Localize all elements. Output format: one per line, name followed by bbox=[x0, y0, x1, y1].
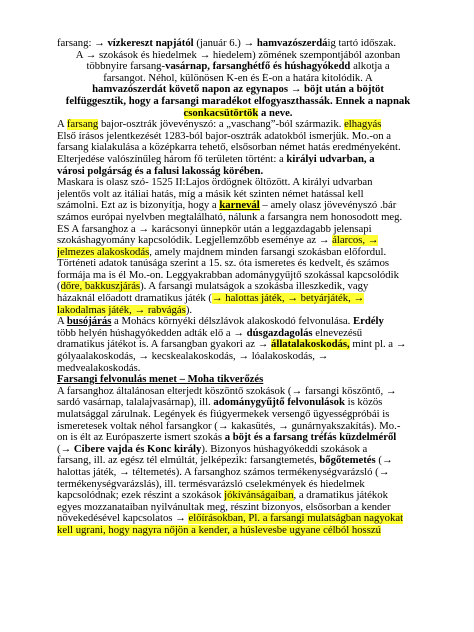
highlighted-text: farsang bbox=[66, 119, 99, 131]
text-run: medvealakoskodás. bbox=[57, 362, 141, 374]
text-run: Történeti adatok tanúsága szerint a 15. sz. óta ismeretes és kedvelt, és számos bbox=[57, 258, 390, 270]
text-run: számolni. Ezt az is bizonyítja, hogy a bbox=[57, 200, 220, 212]
text-line bbox=[57, 96, 419, 108]
text-run: több helyén húshagyókedden adták elő a → bbox=[57, 327, 247, 339]
text-line bbox=[57, 409, 419, 421]
text-run: felfüggesztik, hogy a farsangi maradékot elfogyaszthassák. Ennek a napnak bbox=[65, 95, 411, 107]
text-run: ). A farsangi mulatságok a szokásba illeszkedik, vagy bbox=[140, 281, 369, 293]
text-run: a neve. bbox=[258, 107, 293, 119]
text-run: – amely olasz jövevényszó .bár bbox=[259, 200, 397, 212]
text-run: ). bbox=[185, 304, 193, 316]
text-line bbox=[57, 513, 419, 525]
text-run: A bbox=[57, 119, 67, 131]
text-line bbox=[57, 490, 419, 502]
highlighted-text: állatalakoskodás, bbox=[271, 339, 350, 351]
text-run: farsang kialakulása a középkarra tehető, elsősorban német hatás eredményeként. bbox=[57, 142, 401, 154]
text-run: adománygyűjtő felvonulások bbox=[213, 397, 345, 409]
text-run: is közös bbox=[344, 397, 383, 409]
text-run: (január 6.) → bbox=[193, 38, 257, 49]
text-run: sardó vasárnap, talalajvasárnap), ill. bbox=[57, 397, 214, 409]
highlighted-text: kell ugrani, hogy nagyra nőjön a kender, a húslevesbe ugyane célból hosszú bbox=[57, 524, 381, 536]
text-line bbox=[57, 119, 419, 131]
text-line bbox=[57, 328, 419, 340]
text-run: ismeretesek voltak néhol farsangkor (→ kakasütés, → gunárnyakszakítás). Mo.- bbox=[57, 420, 401, 432]
text-run: jelentős volt az itáliai hatás, míg a másik két szinten német hatással kell bbox=[57, 188, 364, 200]
text-line bbox=[57, 73, 419, 85]
text-run: , a dramatikus játékok bbox=[293, 490, 388, 502]
text-run: termékenységvarázslás), ill. termésvarázsló cselekmények és hiedelmek bbox=[57, 478, 365, 490]
text-line bbox=[57, 293, 419, 305]
text-run: Első írásos jelentkezését 1283-ból bajor-osztrák adatokból ismerjük. Mo.-on a bbox=[57, 130, 391, 142]
text-run: mint pl. a → bbox=[349, 339, 407, 351]
text-run: dúsgazdagolás bbox=[246, 327, 313, 339]
text-run: farsangot. Néhol, különösen K-en és É-on a határa kitolódik. A bbox=[103, 72, 373, 84]
text-line bbox=[57, 351, 419, 363]
text-run: vízkereszt napjától bbox=[107, 38, 194, 49]
text-run: (→ bbox=[375, 455, 393, 467]
text-line bbox=[57, 455, 419, 467]
text-line bbox=[57, 200, 419, 212]
text-line bbox=[57, 479, 419, 491]
text-run: busójárás bbox=[66, 316, 112, 328]
text-line bbox=[57, 421, 419, 433]
text-line bbox=[57, 131, 419, 143]
highlighted-text: elhagyás bbox=[344, 119, 382, 131]
text-run: a böjt és a farsang tréfás küzdelméről bbox=[224, 432, 397, 444]
text-run: Cibere vajda és Konc király bbox=[73, 443, 202, 455]
text-line bbox=[57, 61, 419, 73]
text-run: a Mohács környéki délszlávok alakoskodó felvonulása. bbox=[111, 316, 353, 328]
highlighted-text: előírásokban, Pl. a farsangi mulatságban nagyokat bbox=[188, 513, 404, 525]
text-run: on is élt az Európaszerte ismert szokás bbox=[57, 432, 225, 444]
text-line bbox=[57, 339, 419, 351]
text-run: farsang, ill. az egész tél elmúltát, jelképezik: farsangtemetés, bbox=[57, 455, 320, 467]
text-run: házaknál előadott dramatikus játék ( bbox=[57, 293, 212, 305]
text-run: bőgőtemetés bbox=[319, 455, 376, 467]
text-line bbox=[57, 212, 419, 224]
text-line bbox=[57, 166, 419, 178]
text-line bbox=[57, 444, 419, 456]
highlighted-text: jelmezes alakoskodás bbox=[57, 246, 150, 258]
text-run: Maskara is olasz szó- 1525 II:Lajos ördögnek öltözött. A királyi udvarban bbox=[57, 177, 373, 189]
text-run: , amely majdnem minden farsangi szokásban előfordul. bbox=[149, 246, 387, 258]
text-line bbox=[57, 525, 419, 537]
text-run: (→ bbox=[57, 443, 74, 455]
highlighted-text: lakodalmas játék, → rabvágás bbox=[57, 304, 186, 316]
text-run: hamvazószerdá bbox=[256, 38, 328, 49]
text-run: A → szokások és hiedelmek → hiedelem) zömének szempontjából azonban bbox=[75, 49, 401, 61]
highlighted-text: → halottas játék, → betyárjáték, → bbox=[211, 293, 365, 305]
text-line bbox=[57, 224, 419, 236]
highlighted-text: álarcos, → bbox=[332, 235, 379, 247]
text-line bbox=[57, 50, 419, 62]
text-line bbox=[57, 386, 419, 398]
text-run: A bbox=[57, 316, 67, 328]
text-line bbox=[57, 84, 419, 96]
highlighted-text: jókívánságaiban bbox=[224, 490, 294, 502]
text-run: növekedésével kapcsolatos → bbox=[57, 513, 189, 525]
text-line bbox=[57, 247, 419, 259]
highlighted-text: dőre, bakkuszjárás bbox=[60, 281, 141, 293]
text-run: formája ma is él Mo.-on. Leggyakrabban adománygyűjtő szokással kapcsolódik bbox=[57, 269, 399, 281]
text-run: Erdély bbox=[352, 316, 384, 328]
text-run: többnyire farsang- bbox=[86, 61, 166, 73]
text-line bbox=[57, 235, 419, 247]
text-line bbox=[57, 154, 419, 166]
text-line bbox=[57, 397, 419, 409]
text-line bbox=[57, 467, 419, 479]
text-line bbox=[57, 177, 419, 189]
text-line bbox=[57, 108, 419, 120]
highlighted-text: csonkacsütörtök bbox=[183, 107, 259, 119]
text-run: Elterjedése valószínűleg három fő területen történt: a bbox=[57, 153, 287, 165]
text-line bbox=[57, 363, 419, 375]
text-run: halottas játék, → téltemetés). A farsanghoz számos termékenységvarázsló (→ bbox=[57, 466, 390, 478]
text-run: Farsangi felvonulás menet – Moha tikverőzés bbox=[57, 374, 264, 386]
text-run: farsang: → bbox=[57, 38, 108, 49]
text-run: számos európai nyelvben megtalálható, nálunk a farsangra nem honosodott meg. bbox=[57, 211, 403, 223]
text-run: királyi udvarban, a bbox=[286, 153, 375, 165]
text-run: kapcsolódnak; ezek részint a szokások bbox=[57, 490, 225, 502]
text-line bbox=[57, 305, 419, 317]
text-run: vasárnap, farsanghétfő és húshagyókedd bbox=[165, 61, 351, 73]
highlighted-text: karnevál bbox=[219, 200, 260, 212]
text-line bbox=[57, 432, 419, 444]
text-run: szokáshagyomány kapcsolódik. Legjellemzőbb eseménye az → bbox=[57, 235, 333, 247]
text-run: mulatsággal zárulnak. Legények és fiúgyermekek versengő ügyességpróbái is bbox=[57, 409, 390, 420]
text-line bbox=[57, 281, 419, 293]
text-run: gólyaalakoskodás, → kecskealakoskodás, → lóalakoskodás, → bbox=[57, 351, 329, 363]
text-line bbox=[57, 270, 419, 282]
text-run: bajor-osztrák jövevényszó: a „vaschang”-ból származik. bbox=[98, 119, 345, 131]
text-run: A farsanghoz általánosan elterjedt köszöntő szokások (→ farsangi köszöntő, → bbox=[57, 385, 397, 397]
text-run: ). Bizonyos húshagyókeddi szokások a bbox=[201, 443, 368, 455]
text-line bbox=[57, 189, 419, 201]
text-line bbox=[57, 258, 419, 270]
text-line bbox=[57, 142, 419, 154]
text-run: elnevezésű bbox=[312, 327, 363, 339]
text-run: alkotja a bbox=[350, 61, 390, 73]
text-run: egyes mozzanataiban nyilvánultak meg, részint bizonyos, elsősorban a kender bbox=[57, 501, 391, 513]
text-run: hamvazószerdát követő napon az egynapos → böjt után a böjtöt bbox=[92, 84, 384, 96]
text-run: városi polgárság és a falusi lakosság körében. bbox=[57, 165, 264, 177]
text-line bbox=[57, 38, 419, 50]
text-line bbox=[57, 316, 419, 328]
text-run: ÉS A farsanghoz a → karácsonyi ünnepkör után a leggazdagabb jelensapi bbox=[57, 223, 372, 235]
text-run: dramatikus játékot is. A farsangban gyakori az → bbox=[57, 339, 271, 351]
text-run: ( bbox=[57, 281, 61, 293]
text-line bbox=[57, 502, 419, 514]
text-run: ig tartó időszak. bbox=[327, 38, 397, 49]
text-line bbox=[57, 374, 419, 386]
